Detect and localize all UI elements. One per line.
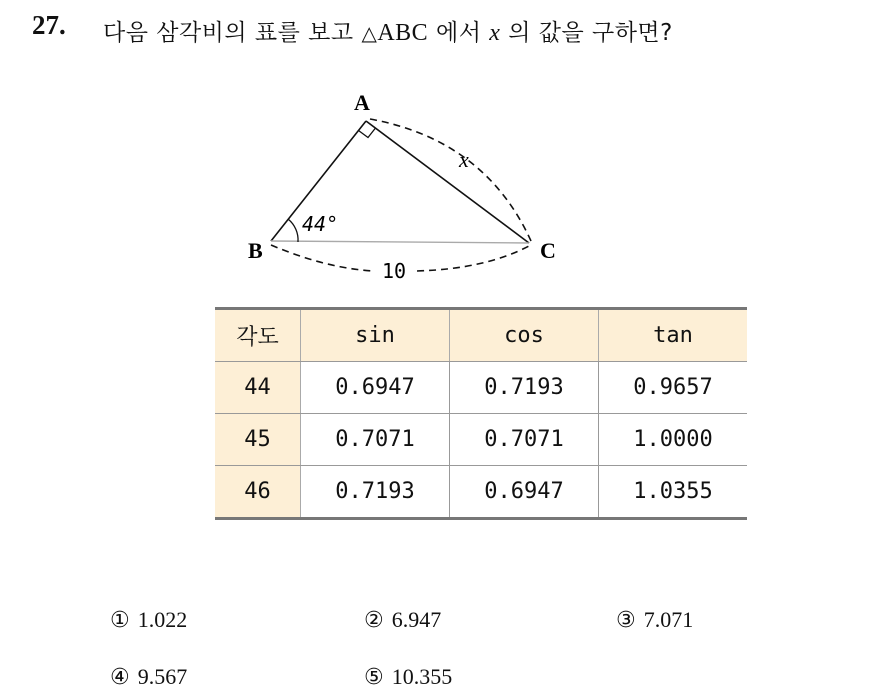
cell-tan: 1.0000 bbox=[599, 414, 748, 466]
cell-cos: 0.7193 bbox=[450, 362, 599, 414]
header-cos: cos bbox=[450, 309, 599, 362]
table-header-row bbox=[215, 309, 747, 362]
choice-value: 1.022 bbox=[137, 607, 188, 632]
dimension-arc-x bbox=[370, 119, 531, 241]
side-10-label: 10 bbox=[382, 259, 407, 283]
header-sin: sin bbox=[301, 309, 450, 362]
choice-marker: ③ bbox=[616, 608, 636, 633]
vertex-c-label: C bbox=[540, 238, 556, 263]
choice-1[interactable] bbox=[110, 607, 187, 633]
choice-3[interactable] bbox=[616, 607, 693, 633]
choice-marker: ① bbox=[110, 608, 130, 633]
triangle-name: ABC bbox=[377, 20, 429, 46]
table-row bbox=[215, 414, 747, 466]
choice-value: 10.355 bbox=[391, 664, 453, 689]
table-row bbox=[215, 466, 747, 519]
cell-sin: 0.6947 bbox=[301, 362, 450, 414]
header-tan: tan bbox=[599, 309, 748, 362]
triangle-figure bbox=[230, 85, 580, 290]
side-x-label: x bbox=[459, 147, 469, 172]
cell-cos: 0.6947 bbox=[450, 466, 599, 519]
choice-marker: ⑤ bbox=[364, 665, 384, 690]
cell-sin: 0.7193 bbox=[301, 466, 450, 519]
triangle-symbol: △ bbox=[361, 21, 378, 45]
question-variable: x bbox=[489, 20, 501, 46]
choice-2[interactable] bbox=[364, 607, 441, 633]
cell-tan: 1.0355 bbox=[633, 479, 713, 504]
angle-label: 44° bbox=[302, 212, 339, 236]
choice-marker: ② bbox=[364, 608, 384, 633]
vertex-a-label: A bbox=[354, 90, 370, 115]
side-ac bbox=[366, 121, 529, 243]
cell-angle: 44 bbox=[215, 362, 301, 414]
choice-value: 9.567 bbox=[137, 664, 188, 689]
choice-marker: ④ bbox=[110, 665, 130, 690]
question-text-before: 다음 삼각비의 표를 보고 bbox=[103, 20, 362, 46]
dimension-arc-10-left bbox=[271, 245, 373, 271]
table-row bbox=[215, 362, 747, 414]
question-text-after: 의 값을 구하면? bbox=[500, 20, 673, 46]
cell-angle: 46 bbox=[215, 466, 301, 519]
question-number: 27. bbox=[32, 10, 66, 40]
question-text bbox=[103, 14, 673, 47]
trig-table bbox=[215, 307, 747, 520]
angle-arc-b bbox=[288, 219, 298, 242]
choice-value: 6.947 bbox=[391, 607, 442, 632]
right-angle-mark bbox=[359, 128, 376, 138]
dimension-arc-10-right bbox=[417, 246, 529, 271]
cell-angle: 45 bbox=[215, 414, 301, 466]
choice-5[interactable] bbox=[364, 664, 452, 690]
header-angle: 각도 bbox=[215, 309, 301, 362]
vertex-b-label: B bbox=[248, 238, 263, 263]
question-text-middle: 에서 bbox=[428, 20, 490, 46]
cell-cos: 0.7071 bbox=[450, 414, 599, 466]
choice-value: 7.071 bbox=[643, 607, 694, 632]
cell-sin: 0.7071 bbox=[301, 414, 450, 466]
choice-4[interactable] bbox=[110, 664, 187, 690]
cell-tan: 0.9657 bbox=[599, 362, 748, 414]
side-bc bbox=[271, 241, 529, 243]
